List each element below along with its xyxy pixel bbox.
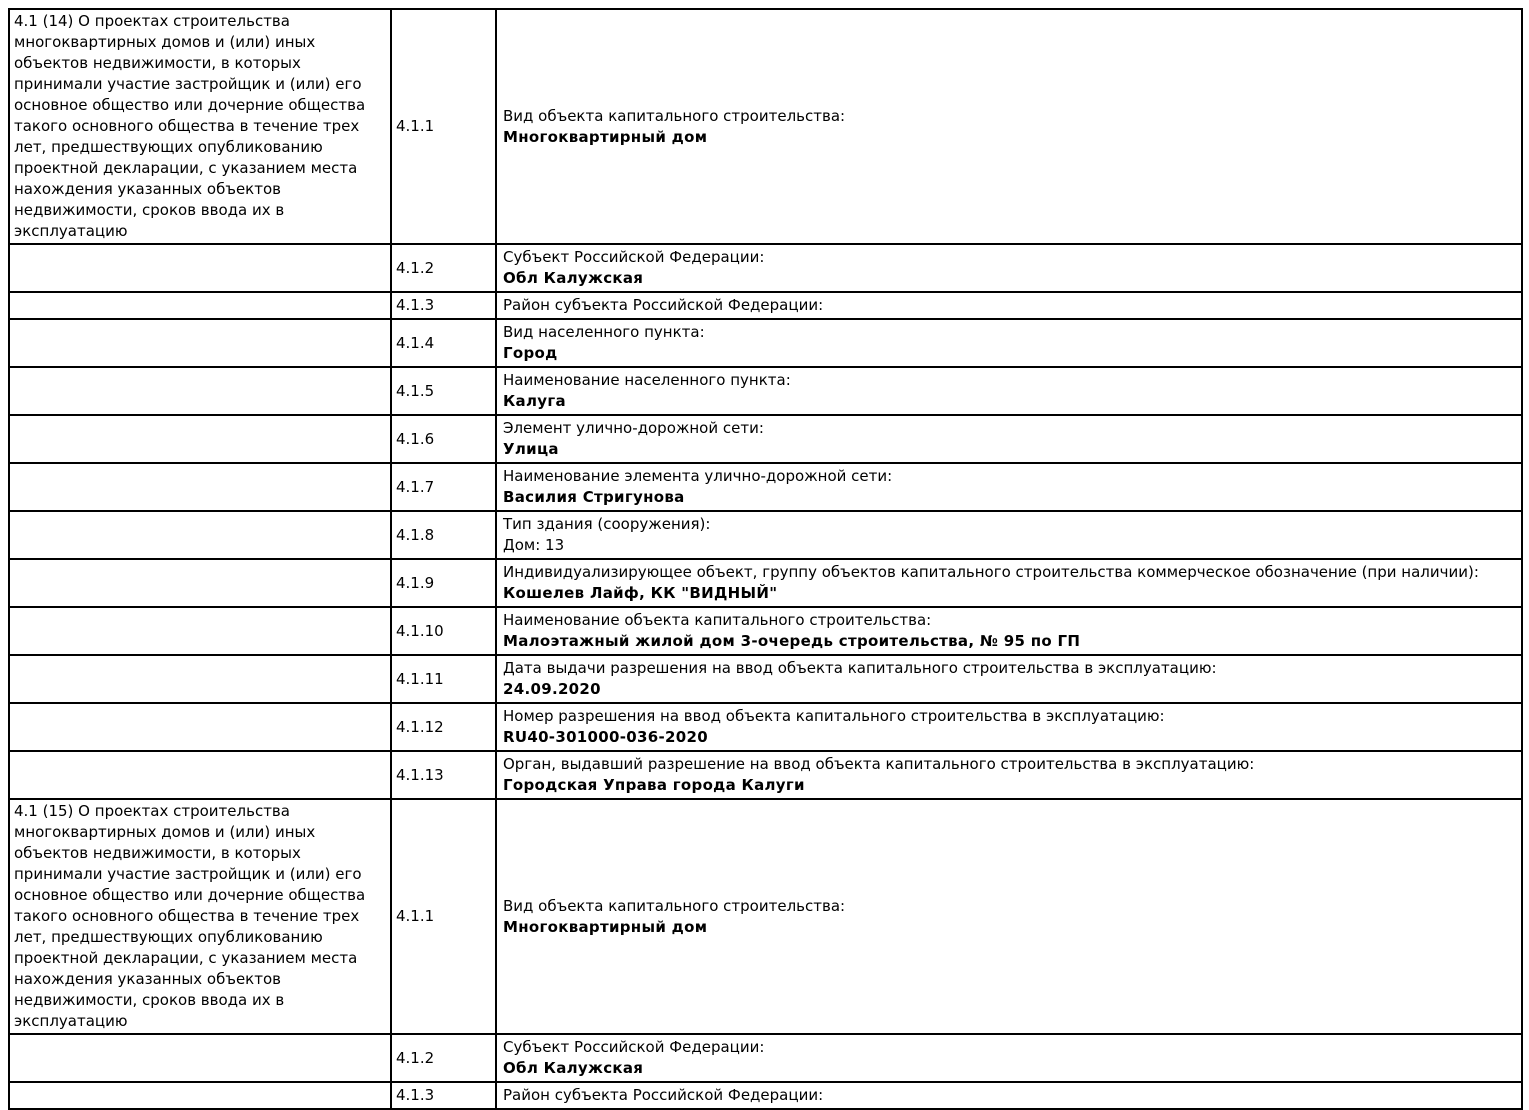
row-value-cell — [496, 559, 1522, 607]
row-value-cell — [496, 1082, 1522, 1109]
description-spacer-cell — [9, 655, 391, 703]
table-row — [9, 607, 1522, 655]
section-description: 4.1 (15) О проектах строительства многоквартирных домов и (или) иных объектов недвижимости, в которых принимали участие застройщик и (или) его основное общество или дочерние общества такого основного общества в течение трех лет, предшествующих опубликованию проектной декларации, с указанием места нахождения указанных объектов недвижимости, сроков ввода их в эксплуатацию — [9, 799, 391, 1034]
row-code: 4.1.5 — [391, 367, 496, 415]
description-spacer-cell — [9, 751, 391, 799]
row-code: 4.1.13 — [391, 751, 496, 799]
description-spacer-cell — [9, 244, 391, 292]
field-label: Дата выдачи разрешения на ввод объекта капитального строительства в эксплуатацию: — [503, 659, 1217, 677]
field-value: Улица — [503, 440, 559, 458]
description-spacer-cell — [9, 367, 391, 415]
row-code: 4.1.4 — [391, 319, 496, 367]
table-row — [9, 1082, 1522, 1109]
table-row — [9, 319, 1522, 367]
row-code: 4.1.2 — [391, 1034, 496, 1082]
description-spacer-cell — [9, 511, 391, 559]
table-row — [9, 292, 1522, 319]
row-value-cell — [496, 463, 1522, 511]
field-label: Вид объекта капитального строительства: — [503, 106, 846, 125]
field-label: Тип здания (сооружения): — [503, 515, 711, 533]
field-label: Индивидуализирующее объект, группу объектов капитального строительства коммерческое обозначение (при наличии): — [503, 563, 1479, 581]
table-row — [9, 463, 1522, 511]
field-label: Субъект Российской Федерации: — [503, 248, 765, 266]
description-spacer-cell — [9, 463, 391, 511]
field-label: Наименование населенного пункта: — [503, 371, 791, 389]
table-row — [9, 1034, 1522, 1082]
row-code: 4.1.7 — [391, 463, 496, 511]
field-label: Номер разрешения на ввод объекта капитального строительства в эксплуатацию: — [503, 707, 1165, 725]
field-value: Город — [503, 344, 558, 362]
table-row — [9, 655, 1522, 703]
field-label: Элемент улично-дорожной сети: — [503, 419, 764, 437]
row-code: 4.1.3 — [391, 1082, 496, 1109]
table-row — [9, 415, 1522, 463]
field-label: Район субъекта Российской Федерации: — [503, 1086, 824, 1104]
field-value: Дом: 13 — [503, 536, 565, 554]
field-value: Кошелев Лайф, КК "ВИДНЫЙ" — [503, 584, 778, 602]
field-value: Василия Стригунова — [503, 488, 685, 506]
description-spacer-cell — [9, 607, 391, 655]
table-row — [9, 751, 1522, 799]
table-row — [9, 703, 1522, 751]
description-spacer-cell — [9, 559, 391, 607]
field-label: Наименование объекта капитального строительства: — [503, 611, 932, 629]
field-label: Субъект Российской Федерации: — [503, 1038, 765, 1056]
description-spacer-cell — [9, 319, 391, 367]
row-value-cell — [496, 244, 1522, 292]
row-value-cell — [496, 655, 1522, 703]
field-label: Вид объекта капитального строительства: — [503, 896, 846, 915]
field-value: Обл Калужская — [503, 1059, 644, 1077]
field-label: Вид населенного пункта: — [503, 323, 705, 341]
row-value-cell — [496, 511, 1522, 559]
table-row — [9, 559, 1522, 607]
row-code: 4.1.1 — [391, 9, 496, 244]
description-spacer-cell — [9, 415, 391, 463]
field-label: Район субъекта Российской Федерации: — [503, 296, 824, 314]
row-value-cell — [496, 415, 1522, 463]
project-declaration-table — [8, 8, 1523, 1110]
row-value-cell — [496, 751, 1522, 799]
description-spacer-cell — [9, 703, 391, 751]
table-row — [9, 244, 1522, 292]
row-code: 4.1.11 — [391, 655, 496, 703]
field-value: Многоквартирный дом — [503, 917, 708, 936]
field-value: Калуга — [503, 392, 566, 410]
row-code: 4.1.6 — [391, 415, 496, 463]
row-code: 4.1.3 — [391, 292, 496, 319]
field-label: Орган, выдавший разрешение на ввод объекта капитального строительства в эксплуатацию: — [503, 755, 1255, 773]
row-value-cell — [496, 607, 1522, 655]
field-value: RU40-301000-036-2020 — [503, 728, 708, 746]
row-code: 4.1.8 — [391, 511, 496, 559]
table-row — [9, 511, 1522, 559]
section-description: 4.1 (14) О проектах строительства многоквартирных домов и (или) иных объектов недвижимости, в которых принимали участие застройщик и (или) его основное общество или дочерние общества такого основного общества в течение трех лет, предшествующих опубликованию проектной декларации, с указанием места нахождения указанных объектов недвижимости, сроков ввода их в эксплуатацию — [9, 9, 391, 244]
table-row — [9, 367, 1522, 415]
row-code: 4.1.2 — [391, 244, 496, 292]
field-value: Городская Управа города Калуги — [503, 776, 805, 794]
field-value: Многоквартирный дом — [503, 127, 708, 146]
description-spacer-cell — [9, 1034, 391, 1082]
row-code: 4.1.10 — [391, 607, 496, 655]
field-value: 24.09.2020 — [503, 680, 601, 698]
description-spacer-cell — [9, 1082, 391, 1109]
description-spacer-cell — [9, 292, 391, 319]
row-code: 4.1.12 — [391, 703, 496, 751]
row-value-cell — [496, 703, 1522, 751]
row-value-cell — [496, 292, 1522, 319]
row-value-cell — [496, 799, 1522, 1034]
field-label: Наименование элемента улично-дорожной сети: — [503, 467, 893, 485]
field-value: Малоэтажный жилой дом 3-очередь строительства, № 95 по ГП — [503, 632, 1081, 650]
field-value: Обл Калужская — [503, 269, 644, 287]
row-code: 4.1.1 — [391, 799, 496, 1034]
row-value-cell — [496, 319, 1522, 367]
row-code: 4.1.9 — [391, 559, 496, 607]
row-value-cell — [496, 9, 1522, 244]
table-row — [9, 9, 1522, 244]
table-row — [9, 799, 1522, 1034]
row-value-cell — [496, 367, 1522, 415]
row-value-cell — [496, 1034, 1522, 1082]
